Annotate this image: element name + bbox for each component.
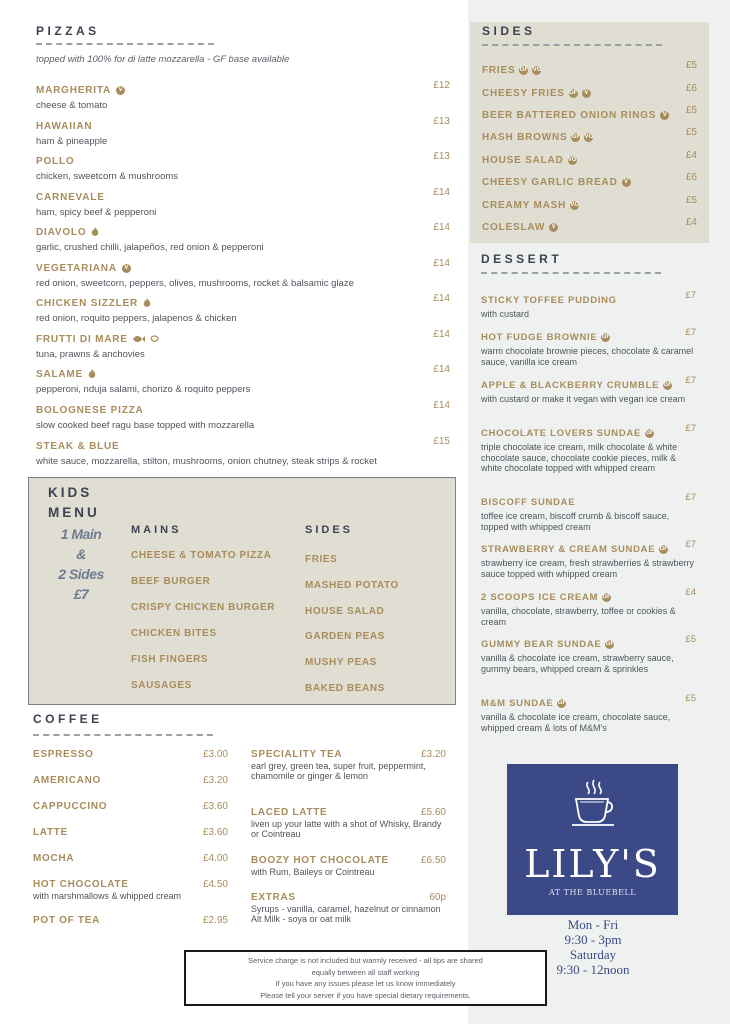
kids-main-item: FISH FINGERS — [131, 654, 209, 665]
sides-panel — [470, 22, 709, 243]
pizza-name — [36, 156, 74, 167]
coffee-price: £2.95 — [202, 915, 228, 926]
pizza-item — [36, 80, 450, 111]
coffee-item — [33, 879, 228, 901]
pizza-price: £14 — [433, 329, 450, 340]
dessert-name-text: APPLE & BLACKBERRY CRUMBLE — [481, 380, 660, 391]
dessert-price: £7 — [685, 327, 696, 338]
pizza-name — [36, 369, 96, 381]
dessert-price: £7 — [685, 375, 696, 386]
kids-offer — [43, 524, 119, 604]
dessert-name-text: M&M SUNDAE — [481, 698, 554, 709]
side-name — [482, 132, 593, 143]
dessert-item — [481, 375, 696, 405]
opening-hours — [540, 917, 646, 977]
notice-line: If you have any issues please let us know immediately — [275, 979, 456, 988]
gf-badge-icon: GF — [601, 334, 611, 340]
pizza-name — [36, 441, 120, 452]
kids-side-item: FRIES — [305, 554, 338, 565]
coffee-name: LATTE — [33, 827, 68, 838]
pizza-name-text: CHICKEN SIZZLER — [36, 298, 138, 309]
pizza-description: slow cooked beef ragu base topped with mozzarella — [36, 420, 255, 431]
logo-wordmark: LILY'S — [524, 842, 661, 886]
kids-offer-line: & — [76, 546, 86, 562]
dessert-name-text: CHOCOLATE LOVERS SUNDAE — [481, 428, 642, 439]
sides-divider — [482, 44, 662, 46]
dessert-item — [481, 634, 696, 674]
coffee-name: LACED LATTE — [251, 807, 328, 818]
pizza-name — [36, 192, 105, 203]
pizza-name-text: SALAME — [36, 369, 84, 380]
kids-offer-line: 2 Sides — [58, 566, 104, 582]
side-name — [482, 65, 541, 76]
dessert-description: warm chocolate brownie pieces, chocolate & caramel sauce, vanilla ice cream — [481, 346, 694, 367]
pizza-description: tuna, prawns & anchovies — [36, 349, 145, 360]
dessert-name-text: STICKY TOFFEE PUDDING — [481, 295, 617, 306]
gf-badge-icon: GF — [663, 382, 672, 388]
pizza-item — [36, 436, 450, 467]
side-name — [482, 200, 579, 211]
logo-subtitle: AT THE BLUEBELL — [548, 888, 637, 897]
hours-line: 9:30 - 12noon — [556, 962, 630, 977]
coffee-name: AMERICANO — [33, 775, 101, 786]
side-item — [482, 150, 697, 168]
pizza-description: white sauce, mozzarella, stilton, mushrooms, onion chutney, steak strips & rocket — [36, 456, 377, 467]
pizza-name-text: HAWAIIAN — [36, 121, 93, 132]
side-name-text: HOUSE SALAD — [482, 155, 564, 166]
pizza-name — [36, 121, 92, 132]
hours-line: Mon - Fri — [567, 917, 619, 932]
pizza-name-text: BOLOGNESE PIZZA — [36, 405, 144, 416]
chili-icon — [143, 298, 151, 310]
side-price: £6 — [685, 172, 697, 183]
pizza-name — [36, 263, 131, 274]
coffee-heading: COFFEE — [33, 712, 103, 726]
pizza-item — [36, 293, 450, 324]
v-badge-icon: V — [660, 111, 669, 120]
dessert-item — [481, 492, 696, 532]
coffee-item — [33, 801, 228, 812]
dessert-name-text: 2 SCOOPS ICE CREAM — [481, 592, 599, 603]
side-name-text: CHEESY FRIES — [482, 88, 565, 99]
side-price: £6 — [685, 83, 697, 94]
kids-side-item: MASHED POTATO — [305, 580, 399, 591]
coffee-description: Alt Milk - soya or oat milk — [251, 914, 352, 924]
coffee-item — [33, 827, 228, 838]
side-name — [482, 88, 591, 99]
gf-badge-icon: GF — [557, 700, 567, 706]
dessert-description: strawberry ice cream, fresh strawberries & strawberry sauce topped with whipped cream — [481, 558, 695, 579]
coffee-description: earl grey, green tea, super fruit, peppermint, chamomile or ginger & lemon — [251, 761, 426, 781]
fish-icon — [133, 335, 145, 345]
side-name-text: FRIES — [482, 65, 516, 76]
v-badge-icon: V — [622, 178, 631, 187]
dessert-item — [481, 539, 696, 579]
coffee-name: HOT CHOCOLATE — [33, 879, 129, 890]
dessert-name — [481, 592, 611, 603]
pizza-item — [36, 258, 450, 289]
side-name-text: COLESLAW — [482, 222, 546, 233]
kids-title-line: KIDS — [48, 485, 93, 500]
kids-sides-heading: SIDES — [305, 524, 354, 536]
coffee-name: CAPPUCCINO — [33, 801, 108, 812]
pizza-name — [36, 227, 99, 239]
side-item — [482, 105, 697, 123]
coffee-divider — [33, 734, 213, 736]
pizza-description: pepperoni, nduja salami, chorizo & roquito peppers — [36, 384, 251, 395]
kids-side-item: BAKED BEANS — [305, 683, 385, 694]
dessert-item — [481, 290, 696, 320]
kids-side-item: GARDEN PEAS — [305, 631, 385, 642]
coffee-item — [251, 807, 446, 839]
pizza-item — [36, 187, 450, 218]
dessert-item — [481, 327, 696, 367]
pizza-description: cheese & tomato — [36, 100, 108, 111]
side-price: £4 — [685, 217, 697, 228]
dessert-name-text: STRAWBERRY & CREAM SUNDAE — [481, 544, 656, 555]
pizza-price: £13 — [433, 116, 450, 127]
pizza-description: ham, spicy beef & pepperoni — [36, 207, 157, 218]
dessert-description: vanilla & chocolate ice cream, chocolate sauce, whipped cream & lots of M&M's — [481, 712, 671, 733]
dessert-name-text: HOT FUDGE BROWNIE — [481, 332, 598, 343]
coffee-description: with Rum, Baileys or Cointreau — [251, 867, 375, 877]
gf-badge-icon: GF — [571, 134, 581, 140]
pizza-name-text: STEAK & BLUE — [36, 441, 120, 452]
dessert-divider — [481, 272, 661, 274]
side-price: £5 — [685, 127, 697, 138]
notice-line: Please tell your server if you have special dietary requirements. — [260, 990, 471, 1000]
dessert-name — [481, 332, 610, 343]
dessert-price: £7 — [685, 492, 696, 503]
dessert-price: £5 — [685, 634, 696, 645]
menu-title-line: MENU — [48, 505, 100, 520]
kids-menu-box — [28, 477, 456, 705]
v-badge-icon: V — [582, 89, 591, 98]
coffee-cup-icon — [568, 778, 618, 830]
vg-badge-icon: VG — [567, 157, 577, 163]
coffee-item — [251, 892, 446, 924]
v-badge-icon: V — [549, 223, 558, 232]
notice-line: Service charge is not included but warmly received - all tips are shared — [248, 956, 483, 965]
side-name-text: HASH BROWNS — [482, 132, 568, 143]
side-name — [482, 110, 669, 121]
dessert-name — [481, 698, 566, 709]
dessert-description: toffee ice cream, biscoff crumb & biscoff sauce, topped with whipped cream — [481, 511, 670, 532]
coffee-price: 60p — [429, 892, 446, 903]
dessert-price: £7 — [685, 290, 696, 301]
pizza-item — [36, 329, 450, 360]
coffee-name: BOOZY HOT CHOCOLATE — [251, 855, 389, 866]
side-name — [482, 222, 558, 233]
coffee-name: ESPRESSO — [33, 749, 94, 760]
coffee-item — [33, 915, 228, 926]
side-name-text: CREAMY MASH — [482, 200, 567, 211]
side-name-text: CHEESY GARLIC BREAD — [482, 177, 618, 188]
sides-heading: SIDES — [482, 24, 536, 38]
v-badge-icon: V — [122, 264, 131, 273]
pizza-name-text: MARGHERITA — [36, 85, 112, 96]
pizza-name-text: CARNEVALE — [36, 192, 105, 203]
chili-icon — [91, 227, 99, 239]
coffee-price: £3.20 — [420, 749, 446, 760]
pizzas-heading: PIZZAS — [36, 24, 100, 38]
vg-badge-icon: VG — [570, 202, 580, 208]
pizza-description: garlic, crushed chilli, jalapeños, red onion & pepperoni — [36, 242, 264, 253]
pizzas-divider — [36, 43, 214, 45]
side-price: £5 — [685, 60, 697, 71]
hours-line: 9:30 - 3pm — [564, 932, 622, 947]
pizzas-tagline: topped with 100% for di latte mozzarella - GF base available — [36, 54, 290, 65]
kids-side-item: HOUSE SALAD — [305, 606, 385, 617]
pizza-item — [36, 364, 450, 395]
coffee-price: £3.00 — [202, 749, 228, 760]
dessert-name — [481, 497, 575, 508]
dessert-name-text: GUMMY BEAR SUNDAE — [481, 639, 602, 650]
dessert-description: with custard — [481, 309, 530, 319]
gf-badge-icon: GF — [519, 67, 529, 73]
side-item — [482, 217, 697, 235]
dessert-name — [481, 380, 672, 391]
gf-badge-icon: GF — [602, 594, 611, 600]
coffee-description: with marshmallows & whipped cream — [33, 891, 182, 901]
dessert-name — [481, 428, 654, 439]
pizza-price: £14 — [433, 187, 450, 198]
gf-badge-icon: GF — [645, 430, 654, 436]
coffee-price: £4.50 — [202, 879, 228, 890]
pizza-item — [36, 400, 450, 431]
pizza-name — [36, 334, 159, 345]
kids-main-item: CHICKEN BITES — [131, 628, 217, 639]
pizza-price: £14 — [433, 400, 450, 411]
side-item — [482, 172, 697, 190]
dessert-heading: DESSERT — [481, 252, 563, 266]
kids-menu-title — [48, 483, 100, 523]
kids-main-item: CRISPY CHICKEN BURGER — [131, 602, 276, 613]
pizza-name-text: POLLO — [36, 156, 75, 167]
coffee-price: £3.20 — [202, 775, 228, 786]
dessert-item — [481, 587, 696, 627]
coffee-item — [33, 775, 228, 786]
kids-mains-heading: MAINS — [131, 524, 182, 536]
side-name — [482, 177, 631, 188]
coffee-price: £5.60 — [420, 807, 446, 818]
side-name-text: BEER BATTERED ONION RINGS — [482, 110, 657, 121]
dessert-description: triple chocolate ice cream, milk chocolate & white chocolate sauce, chocolate cookie pieces, milk & white chocolate topped with whipped cream — [481, 442, 678, 473]
coffee-description: liven up your latte with a shot of Whisky, Brandy or Cointreau — [251, 819, 442, 839]
coffee-name: POT OF TEA — [33, 915, 100, 926]
side-name — [482, 155, 577, 166]
pizza-description: chicken, sweetcorn & mushrooms — [36, 171, 179, 182]
coffee-description: Syrups - vanilla, caramel, hazelnut or cinnamon — [251, 904, 441, 914]
pizza-name — [36, 298, 151, 310]
gf-badge-icon: GF — [605, 641, 615, 647]
coffee-price: £6.50 — [420, 855, 446, 866]
pizza-price: £14 — [433, 293, 450, 304]
pizza-item — [36, 116, 450, 147]
pizza-name-text: DIAVOLO — [36, 227, 87, 238]
dessert-description: vanilla, chocolate, strawberry, toffee or cookies & cream — [481, 606, 676, 627]
coffee-item — [33, 749, 228, 760]
kids-main-item: SAUSAGES — [131, 680, 192, 691]
pizza-description: red onion, sweetcorn, peppers, olives, mushrooms, rocket & balsamic glaze — [36, 278, 354, 289]
notice-line: equally between all staff working — [311, 967, 420, 977]
dessert-price: £5 — [685, 693, 696, 704]
dessert-price: £7 — [685, 539, 696, 550]
dessert-description: with custard or make it vegan with vegan ice cream — [481, 394, 686, 404]
gf-badge-icon: GF — [659, 546, 668, 552]
dessert-name — [481, 639, 614, 650]
dessert-item — [481, 693, 696, 733]
coffee-item — [251, 749, 446, 781]
pizza-price: £14 — [433, 364, 450, 375]
side-price: £5 — [685, 105, 697, 116]
shellfish-icon — [150, 334, 159, 345]
coffee-price: £3.60 — [202, 801, 228, 812]
pizza-price: £13 — [433, 151, 450, 162]
side-item — [482, 60, 697, 78]
kids-side-item: MUSHY PEAS — [305, 657, 377, 668]
pizza-name — [36, 85, 125, 96]
pizza-name — [36, 405, 144, 416]
side-item — [482, 195, 697, 213]
coffee-price: £4.00 — [202, 853, 228, 864]
v-badge-icon: V — [116, 86, 125, 95]
pizza-name-text: FRUTTI DI MARE — [36, 334, 128, 345]
pizza-description: ham & pineapple — [36, 136, 108, 147]
vg-badge-icon: VG — [532, 67, 542, 73]
kids-offer-price: £7 — [73, 586, 89, 602]
pizza-price: £14 — [433, 258, 450, 269]
dessert-name-text: BISCOFF SUNDAE — [481, 497, 576, 508]
dessert-name — [481, 295, 617, 306]
vg-badge-icon: VG — [584, 134, 594, 140]
side-price: £4 — [685, 150, 697, 161]
pizza-price: £15 — [433, 436, 450, 447]
dessert-description: vanilla & chocolate ice cream, strawberry sauce, gummy bears, whipped cream & sprinkles — [481, 653, 674, 674]
hours-line: Saturday — [569, 947, 617, 962]
kids-main-item: CHEESE & TOMATO PIZZA — [131, 550, 272, 561]
dessert-price: £7 — [685, 423, 696, 434]
chili-icon — [88, 369, 96, 381]
coffee-price: £3.60 — [202, 827, 228, 838]
side-item — [482, 127, 697, 145]
coffee-item — [251, 855, 446, 877]
kids-offer-line: 1 Main — [60, 526, 102, 542]
pizza-price: £14 — [433, 222, 450, 233]
pizza-name-text: VEGETARIANA — [36, 263, 117, 274]
kids-main-item: BEEF BURGER — [131, 576, 211, 587]
side-price: £5 — [685, 195, 697, 206]
pizza-price: £12 — [433, 80, 450, 91]
pizza-item — [36, 222, 450, 253]
dessert-price: £4 — [685, 587, 696, 598]
coffee-item — [33, 853, 228, 864]
lilys-logo — [507, 764, 678, 915]
coffee-name: SPECIALITY TEA — [251, 749, 343, 760]
service-notice — [184, 950, 547, 1006]
gf-badge-icon: GF — [569, 90, 578, 96]
coffee-name: EXTRAS — [251, 892, 296, 903]
coffee-name: MOCHA — [33, 853, 75, 864]
pizza-description: red onion, roquito peppers, jalapenos & chicken — [36, 313, 237, 324]
side-item — [482, 83, 697, 101]
dessert-item — [481, 423, 696, 474]
pizza-item — [36, 151, 450, 182]
dessert-name — [481, 544, 668, 555]
